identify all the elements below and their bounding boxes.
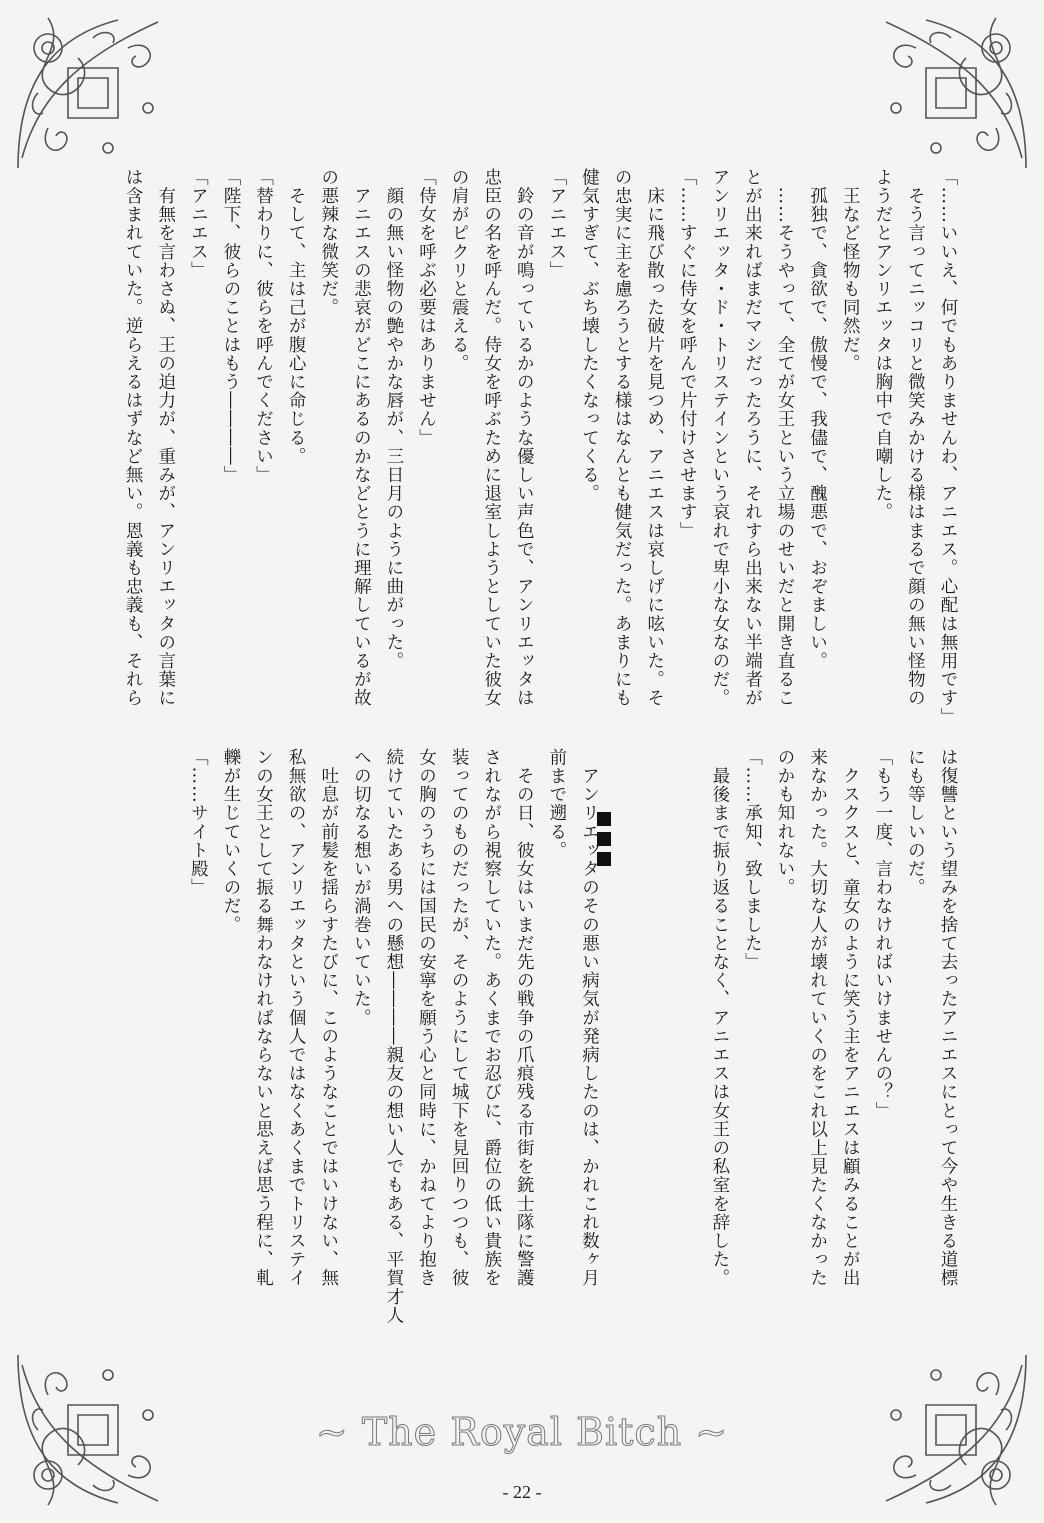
flourish-icon xyxy=(8,8,178,178)
body-text-lower: は復讐という望みを捨て去ったアニエスにとって今や生きる道標 にも等しいのだ。 「もう一度、言わなければいけませんの？」 クスクスと、童女のように笑う主をアニエスは顧みることが出 来なかった。大切な人が壊れていくのをこれ以上見たくなかった のかも知れない。 「……承知、致しました」 最後まで振り返ることなく、アニエスは女王の私室を辞した。 アンリエッタのその悪い病気が発病したのは、かれこれ数ヶ月 前まで遡る。 その日、彼女はいまだ先の戦争の爪痕残る市街を銃士隊に警護 されながら視察していた。あくまでお忍びに、爵位の低い貴族を 装ってのものだったが、そのようにして城下を見回りつつも、彼 女の胸のうちには国民の安寧を願う心と同時に、かねてより抱き 続けていたある男への懸想――――親友の想い人でもある、平賀才人 への切なる想いが渦巻いていた。 吐息が前髪を揺らすたびに、このようなことではいけない、無 私無欲の、アンリエッタという個人ではなくあくまでトリステイ ンの女王として振る舞わなければならないと思えば思う程に、軋 轢が生じていくのだ。 「……サイト殿」 xyxy=(188,748,958,1325)
corner-ornament-top-right xyxy=(866,8,1036,178)
running-title: ~ The Royal Bitch ~ xyxy=(315,1410,729,1454)
corner-ornament-top-left xyxy=(8,8,178,178)
flourish-icon xyxy=(866,8,1036,178)
page-number: - 22 - xyxy=(502,1482,542,1502)
body-text-upper: 「……いいえ、何でもありませんわ、アニエス。心配は無用です」 そう言ってニッコリと微笑みかける様はまるで顔の無い怪物の ようだとアンリエッタは胸中で自嘲した。 王など怪物も同然だ。 孤独で、貪欲で、傲慢で、我儘で、醜悪で、おぞましい。 ……そうやって、全てが女王という立場のせいだと開き直るこ とが出来ればまだマシだったろうに、それすら出来ない半端者が アンリエッタ・ド・トリステインという哀れで卑小な女なのだ。 「……すぐに侍女を呼んで片付けさせます」 床に飛び散った破片を見つめ、アニエスは哀しげに呟いた。そ の忠実に主を慮ろうとする様はなんとも健気だった。あまりにも 健気すぎて、ぶち壊したくなってくる。 「アニエス」 鈴の音が鳴っているかのような優しい声色で、アンリエッタは 忠臣の名を呼んだ。侍女を呼ぶために退室しようとしていた彼女 の肩がピクリと震える。 「侍女を呼ぶ必要はありません」 顔の無い怪物の艶やかな唇が、三日月のように曲がった。 アニエスの悲哀がどこにあるのかなどとうに理解しているが故 の悪辣な微笑だ。 そして、主は己が腹心に命じる。 「替わりに、彼らを呼んでください」 「陛下、彼らのことはもう――――」 「アニエス」 有無を言わさぬ、王の迫力が、重みが、アンリエッタの言葉に は含まれていた。逆らえるはずなど無い。恩義も忠義も、それら xyxy=(123,168,958,726)
